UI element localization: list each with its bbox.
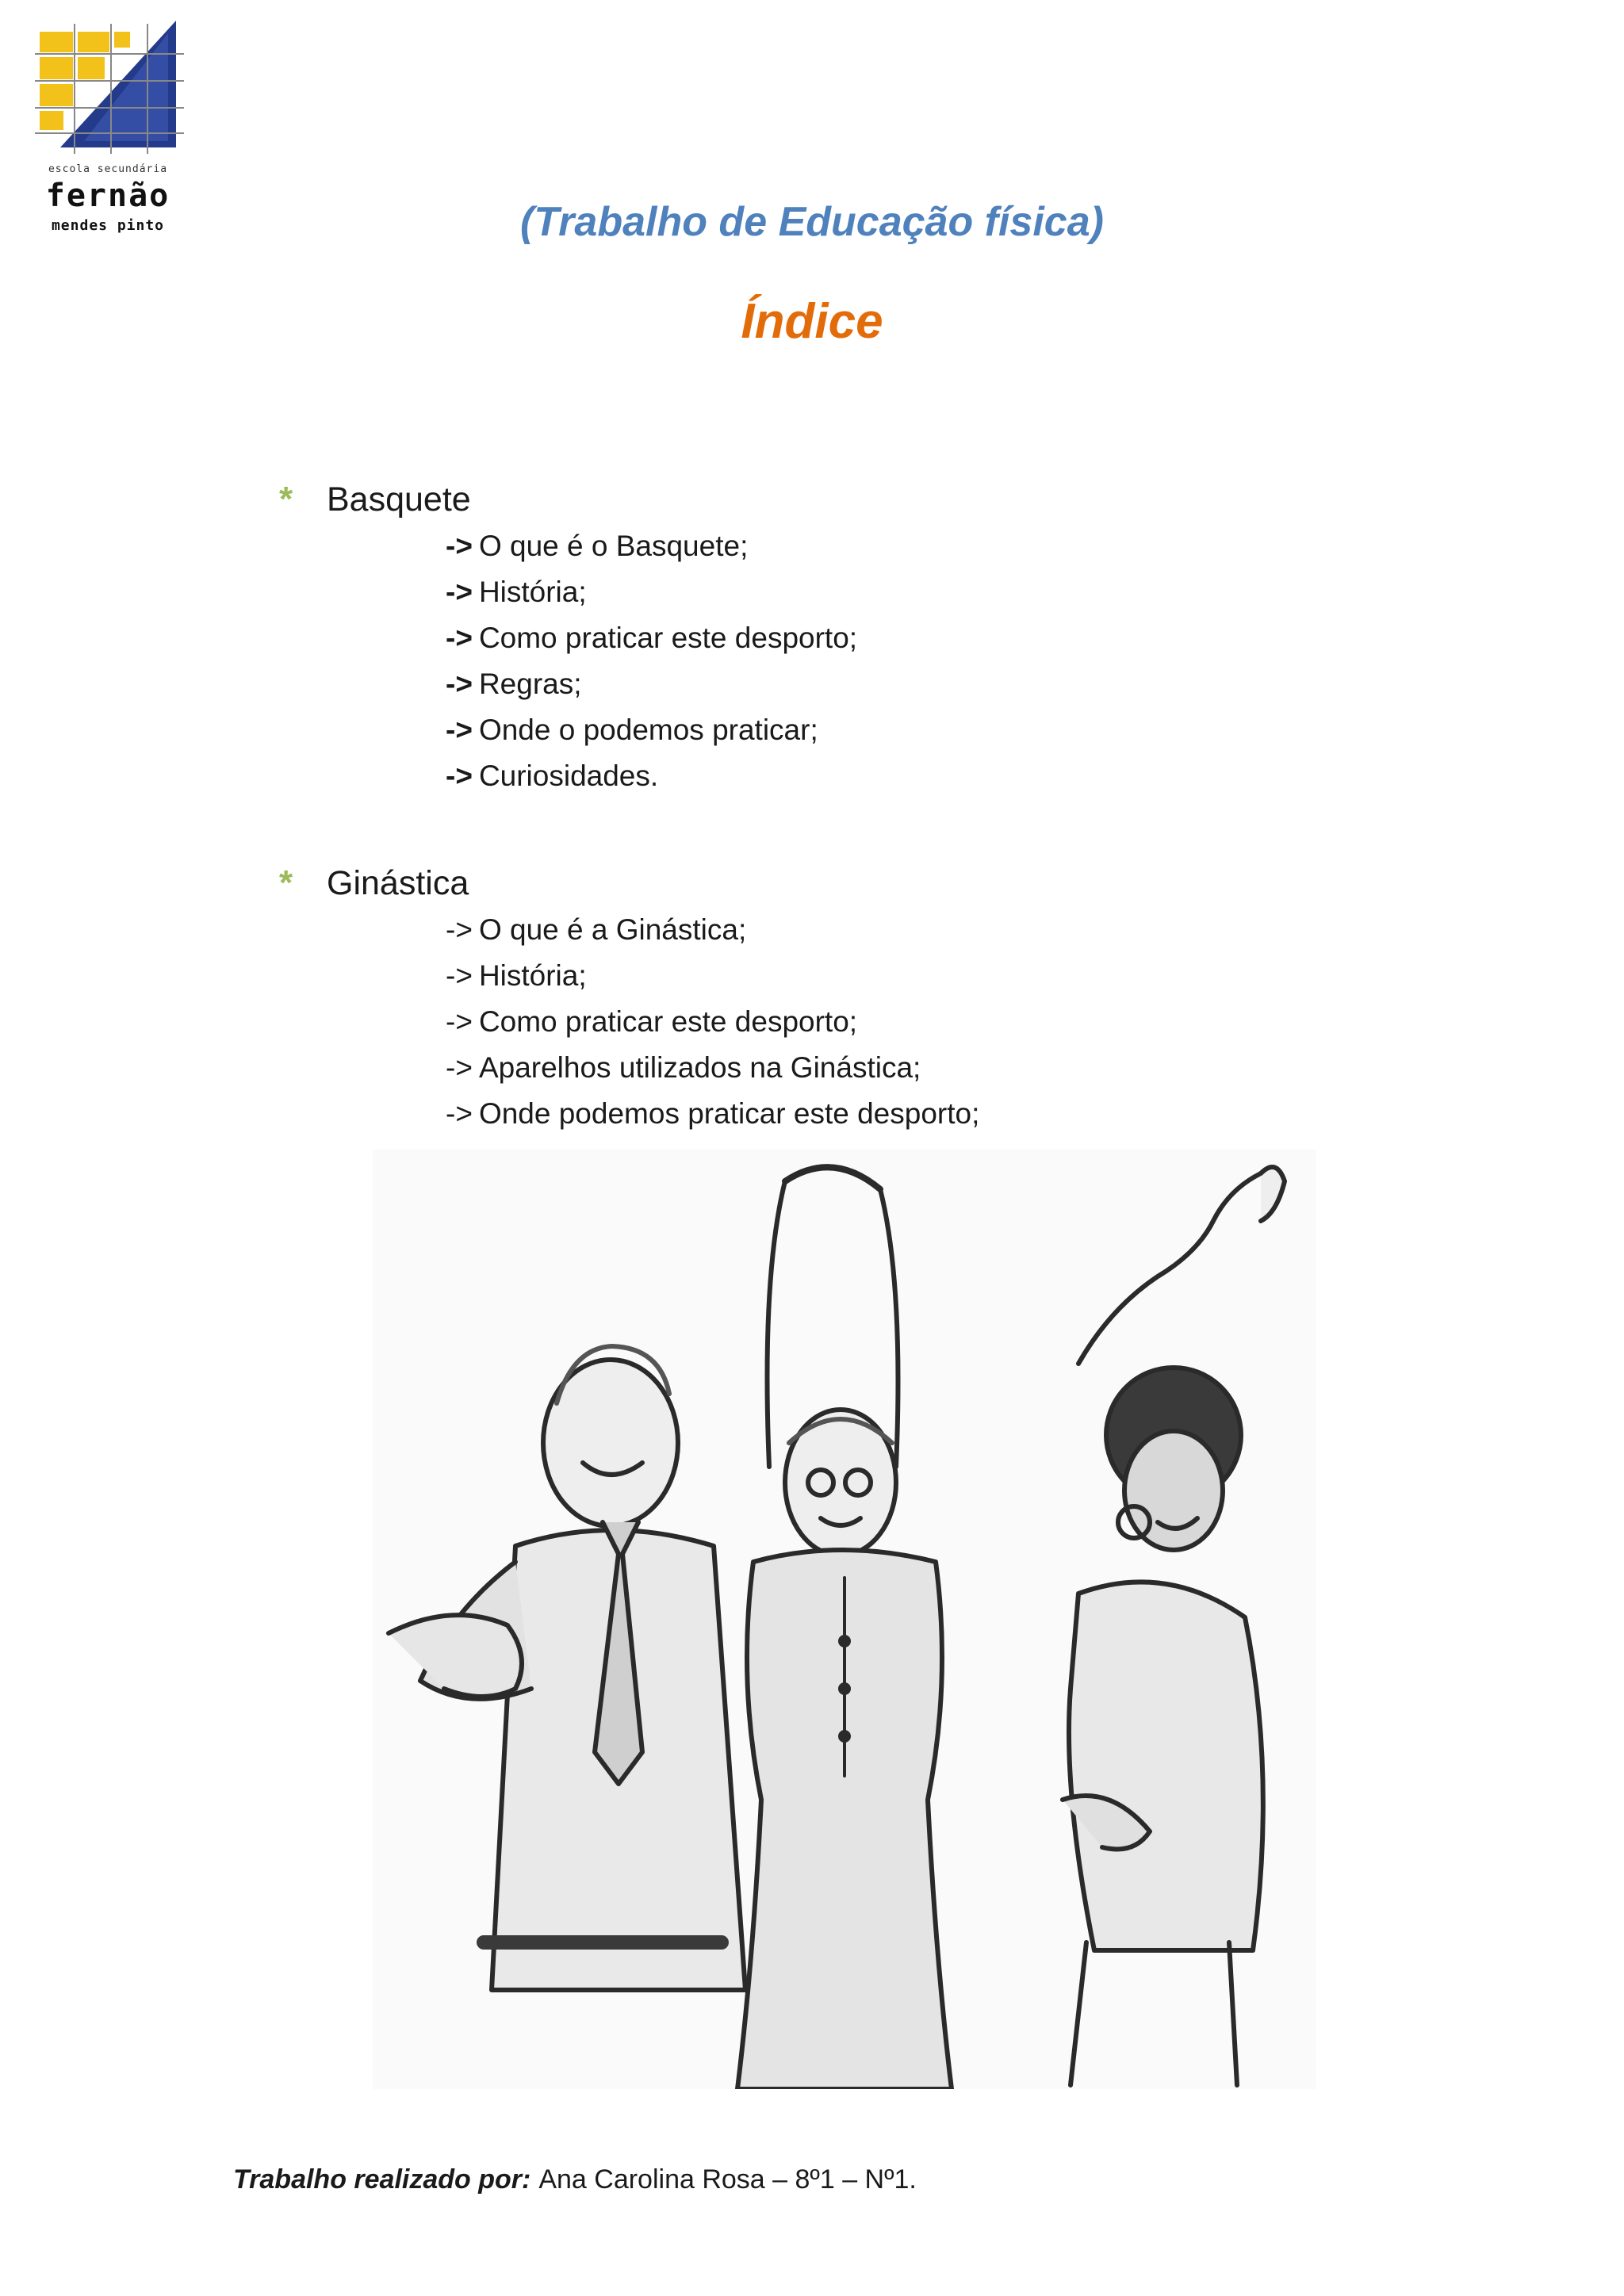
author-footer	[233, 2164, 917, 2195]
list-item	[446, 753, 857, 799]
list-item-text: O que é a Ginástica;	[478, 913, 747, 946]
list-item-text: História;	[478, 576, 587, 608]
list-item	[446, 661, 857, 707]
list-item-text: Como praticar este desporto;	[478, 622, 858, 654]
list-item	[446, 569, 857, 615]
list-item-text: O que é o Basquete;	[478, 530, 749, 562]
list-item	[446, 907, 979, 953]
asterisk-bullet-icon: *	[279, 480, 293, 519]
section-label: Basquete	[327, 480, 471, 519]
section-item-list	[279, 523, 857, 799]
arrow-icon: ->	[446, 760, 473, 792]
school-logo	[29, 14, 187, 234]
section-heading	[279, 859, 979, 907]
arrow-icon: ->	[446, 668, 473, 700]
author-text: Ana Carolina Rosa – 8º1 – Nº1.	[538, 2164, 917, 2195]
document-title: Índice	[741, 294, 883, 349]
list-item-text: Onde o podemos praticar;	[478, 714, 818, 746]
arrow-icon: ->	[446, 959, 473, 992]
arrow-icon: ->	[446, 913, 473, 946]
list-item-text: Regras;	[478, 668, 582, 700]
arrow-icon: ->	[446, 622, 473, 654]
list-item	[446, 523, 857, 569]
list-item	[446, 1091, 979, 1137]
people-stretching-icon	[373, 1150, 1316, 2089]
list-item	[446, 999, 979, 1045]
arrow-icon: ->	[446, 1051, 473, 1084]
arrow-icon: ->	[446, 714, 473, 746]
list-item	[446, 953, 979, 999]
list-item	[446, 707, 857, 753]
section-heading	[279, 476, 857, 523]
arrow-icon: ->	[446, 530, 473, 562]
logo-text-surname: mendes pinto	[51, 217, 165, 234]
section-ginastica	[279, 859, 979, 1137]
section-basquete	[279, 476, 857, 799]
document-subtitle: (Trabalho de Educação física)	[520, 199, 1104, 245]
author-label: Trabalho realizado por:	[233, 2164, 531, 2195]
logo-text-name: fernão	[45, 178, 170, 214]
list-item-text: Onde podemos praticar este desporto;	[478, 1097, 980, 1130]
arrow-icon: ->	[446, 1005, 473, 1038]
section-label: Ginástica	[327, 863, 469, 902]
section-item-list	[279, 907, 979, 1137]
arrow-icon: ->	[446, 576, 473, 608]
list-item-text: Curiosidades.	[478, 760, 659, 792]
logo-text-school: escola secundária	[48, 163, 168, 175]
people-stretching-illustration	[373, 1150, 1316, 2089]
arrow-icon: ->	[446, 1097, 473, 1130]
logo-grid-icon	[29, 14, 187, 165]
list-item	[446, 615, 857, 661]
list-item-text: Aparelhos utilizados na Ginástica;	[478, 1051, 921, 1084]
asterisk-bullet-icon: *	[279, 863, 293, 902]
list-item-text: Como praticar este desporto;	[478, 1005, 858, 1038]
list-item-text: História;	[478, 959, 587, 992]
list-item	[446, 1045, 979, 1091]
